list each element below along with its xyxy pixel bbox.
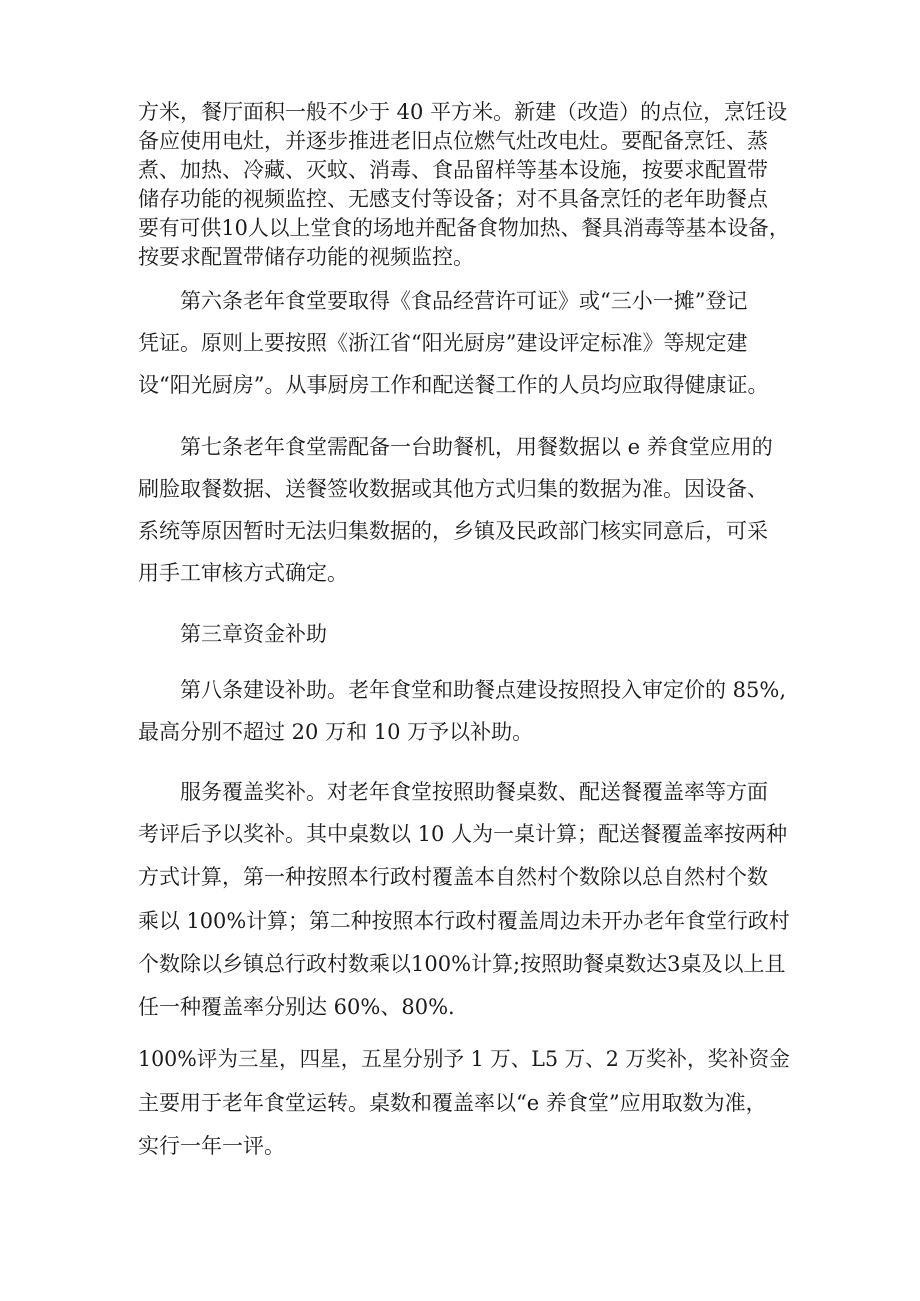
- text-line: 要有可供10人以上堂食的场地并配备食物加热、餐具消毒等基本设备，: [138, 216, 790, 240]
- text-line: 方式计算，第一种按照本行政村覆盖本自然村个数除以总自然村个数: [138, 865, 768, 889]
- text-line: 个数除以乡镇总行政村数乘以100%计算;按照助餐桌数达3桌及以上且: [138, 952, 786, 976]
- text-line: 设“阳光厨房”。从事厨房工作和配送餐工作的人员均应取得健康证。: [138, 373, 769, 397]
- text-line: 第七条老年食堂需配备一台助餐机，用餐数据以 e 养食堂应用的: [180, 435, 773, 459]
- text-line: 最高分别不超过 20 万和 10 万予以补助。: [138, 720, 534, 744]
- text-line: 方米，餐厅面积一般不少于 40 平方米。新建（改造）的点位，烹饪设: [138, 100, 788, 124]
- text-line: 备应使用电灶，并逐步推进老旧点位燃气灶改电灶。要配备烹饪、蒸: [138, 129, 768, 153]
- text-line: 第八条建设补助。老年食堂和助餐点建设按照投入审定价的 85%,: [180, 678, 787, 702]
- text-line: 用手工审核方式确定。: [138, 561, 348, 585]
- text-line: 100%评为三星，四星，五星分别予 1 万、L5 万、2 万奖补，奖补资金: [138, 1047, 790, 1071]
- text-line: 实行一年一评。: [138, 1134, 285, 1158]
- text-line: 任一种覆盖率分别达 60%、80%.: [138, 995, 455, 1019]
- text-line: 乘以 100%计算；第二种按照本行政村覆盖周边未开办老年食堂行政村: [138, 909, 790, 933]
- chapter-heading: 第三章资金补助: [180, 622, 327, 646]
- text-line: 煮、加热、冷藏、灭蚊、消毒、食品留样等基本设施，按要求配置带: [138, 158, 768, 182]
- text-line: 刷脸取餐数据、送餐签收数据或其他方式归集的数据为准。因设备、: [138, 477, 768, 501]
- text-line: 考评后予以奖补。其中桌数以 10 人为一桌计算；配送餐覆盖率按两种: [138, 822, 788, 846]
- text-line: 凭证。原则上要按照《浙江省“阳光厨房”建设评定标准》等规定建: [138, 331, 748, 355]
- text-line: 主要用于老年食堂运转。桌数和覆盖率以“e 养食堂”应用取数为准，: [138, 1091, 767, 1115]
- text-line: 系统等原因暂时无法归集数据的，乡镇及民政部门核实同意后，可采: [138, 519, 768, 543]
- text-line: 第六条老年食堂要取得《食品经营许可证》或“三小一摊”登记: [180, 289, 748, 313]
- text-line: 按要求配置带储存功能的视频监控。: [138, 245, 474, 269]
- text-line: 服务覆盖奖补。对老年食堂按照助餐桌数、配送餐覆盖率等方面: [180, 780, 768, 804]
- text-line: 储存功能的视频监控、无感支付等设备；对不具备烹饪的老年助餐点: [138, 187, 768, 211]
